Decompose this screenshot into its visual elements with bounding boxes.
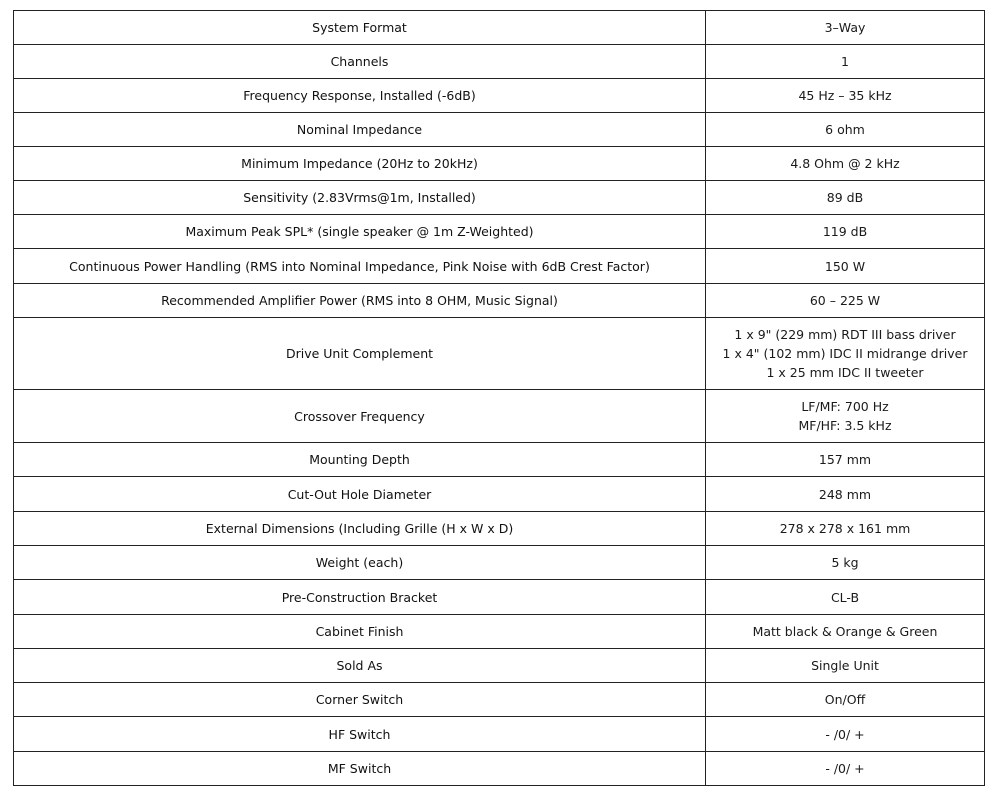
spec-label: MF Switch (14, 752, 706, 786)
spec-label: System Format (14, 11, 706, 45)
table-row (14, 717, 985, 752)
spec-label: Sold As (14, 649, 706, 683)
spec-label: HF Switch (14, 717, 706, 752)
spec-value (706, 477, 985, 512)
table-row (14, 512, 985, 546)
spec-value (706, 318, 985, 390)
table-row (14, 45, 985, 79)
spec-label: Continuous Power Handling (RMS into Nominal Impedance, Pink Noise with 6dB Crest Factor) (14, 249, 706, 284)
spec-value-line: - /0/ + (825, 761, 865, 776)
spec-label: Crossover Frequency (14, 390, 706, 443)
spec-value (706, 181, 985, 215)
spec-label: Corner Switch (14, 683, 706, 717)
spec-label: External Dimensions (Including Grille (H x W x D) (14, 512, 706, 546)
spec-value (706, 284, 985, 318)
table-row (14, 477, 985, 512)
spec-value-line: 4.8 Ohm @ 2 kHz (790, 156, 900, 171)
table-row (14, 181, 985, 215)
spec-value-line: 1 x 25 mm IDC II tweeter (766, 365, 924, 380)
spec-value-line: 89 dB (826, 190, 864, 205)
table-row (14, 215, 985, 249)
spec-value-line: MF/HF: 3.5 kHz (798, 418, 892, 433)
table-row (14, 649, 985, 683)
spec-value (706, 649, 985, 683)
spec-value-line: CL-B (830, 589, 860, 605)
spec-value-line: 157 mm (818, 452, 872, 467)
table-row (14, 615, 985, 649)
table-row (14, 546, 985, 580)
table-row (14, 79, 985, 113)
spec-value (706, 683, 985, 717)
spec-label: Pre-Construction Bracket (14, 580, 706, 615)
table-row (14, 580, 985, 615)
spec-value-line: 60 – 225 W (809, 293, 881, 308)
spec-value (706, 580, 985, 615)
spec-table (13, 10, 985, 786)
spec-value-line: 150 W (824, 258, 866, 274)
spec-value (706, 390, 985, 443)
spec-label: Frequency Response, Installed (-6dB) (14, 79, 706, 113)
spec-value (706, 11, 985, 45)
spec-value-line: Single Unit (811, 658, 879, 673)
spec-value (706, 249, 985, 284)
spec-value (706, 512, 985, 546)
spec-value-line: 5 kg (831, 555, 859, 570)
table-row (14, 443, 985, 477)
spec-value-line: 6 ohm (825, 122, 865, 137)
spec-value (706, 113, 985, 147)
table-row (14, 752, 985, 786)
spec-value-line: 278 x 278 x 161 mm (779, 521, 911, 536)
spec-value (706, 45, 985, 79)
spec-table-body (14, 11, 985, 786)
spec-value-line: 1 x 9" (229 mm) RDT III bass driver (734, 327, 956, 342)
spec-value (706, 615, 985, 649)
spec-value-line: 248 mm (818, 486, 872, 502)
spec-value (706, 752, 985, 786)
spec-value-line: 119 dB (822, 224, 868, 239)
table-row (14, 284, 985, 318)
spec-label: Nominal Impedance (14, 113, 706, 147)
spec-value-line: On/Off (824, 692, 866, 707)
table-row (14, 318, 985, 390)
spec-value-line: 1 (841, 54, 849, 69)
spec-value (706, 147, 985, 181)
spec-value-line: 3–Way (824, 20, 866, 35)
spec-label: Cut-Out Hole Diameter (14, 477, 706, 512)
spec-value (706, 215, 985, 249)
spec-value-line: Matt black & Orange & Green (752, 624, 938, 639)
table-row (14, 113, 985, 147)
table-row (14, 11, 985, 45)
spec-label: Maximum Peak SPL* (single speaker @ 1m Z-Weighted) (14, 215, 706, 249)
spec-value (706, 546, 985, 580)
spec-value-line: - /0/ + (825, 726, 865, 742)
table-row (14, 147, 985, 181)
table-row (14, 683, 985, 717)
spec-label: Sensitivity (2.83Vrms@1m, Installed) (14, 181, 706, 215)
spec-value (706, 79, 985, 113)
spec-label: Cabinet Finish (14, 615, 706, 649)
table-row (14, 390, 985, 443)
spec-value-line: LF/MF: 700 Hz (801, 399, 889, 414)
spec-label: Recommended Amplifier Power (RMS into 8 OHM, Music Signal) (14, 284, 706, 318)
spec-value (706, 717, 985, 752)
spec-label: Mounting Depth (14, 443, 706, 477)
spec-label: Weight (each) (14, 546, 706, 580)
table-row (14, 249, 985, 284)
spec-value-line: 45 Hz – 35 kHz (798, 88, 892, 103)
spec-label: Channels (14, 45, 706, 79)
spec-value-line: 1 x 4" (102 mm) IDC II midrange driver (722, 346, 968, 361)
spec-value (706, 443, 985, 477)
spec-label: Drive Unit Complement (14, 318, 706, 390)
spec-label: Minimum Impedance (20Hz to 20kHz) (14, 147, 706, 181)
